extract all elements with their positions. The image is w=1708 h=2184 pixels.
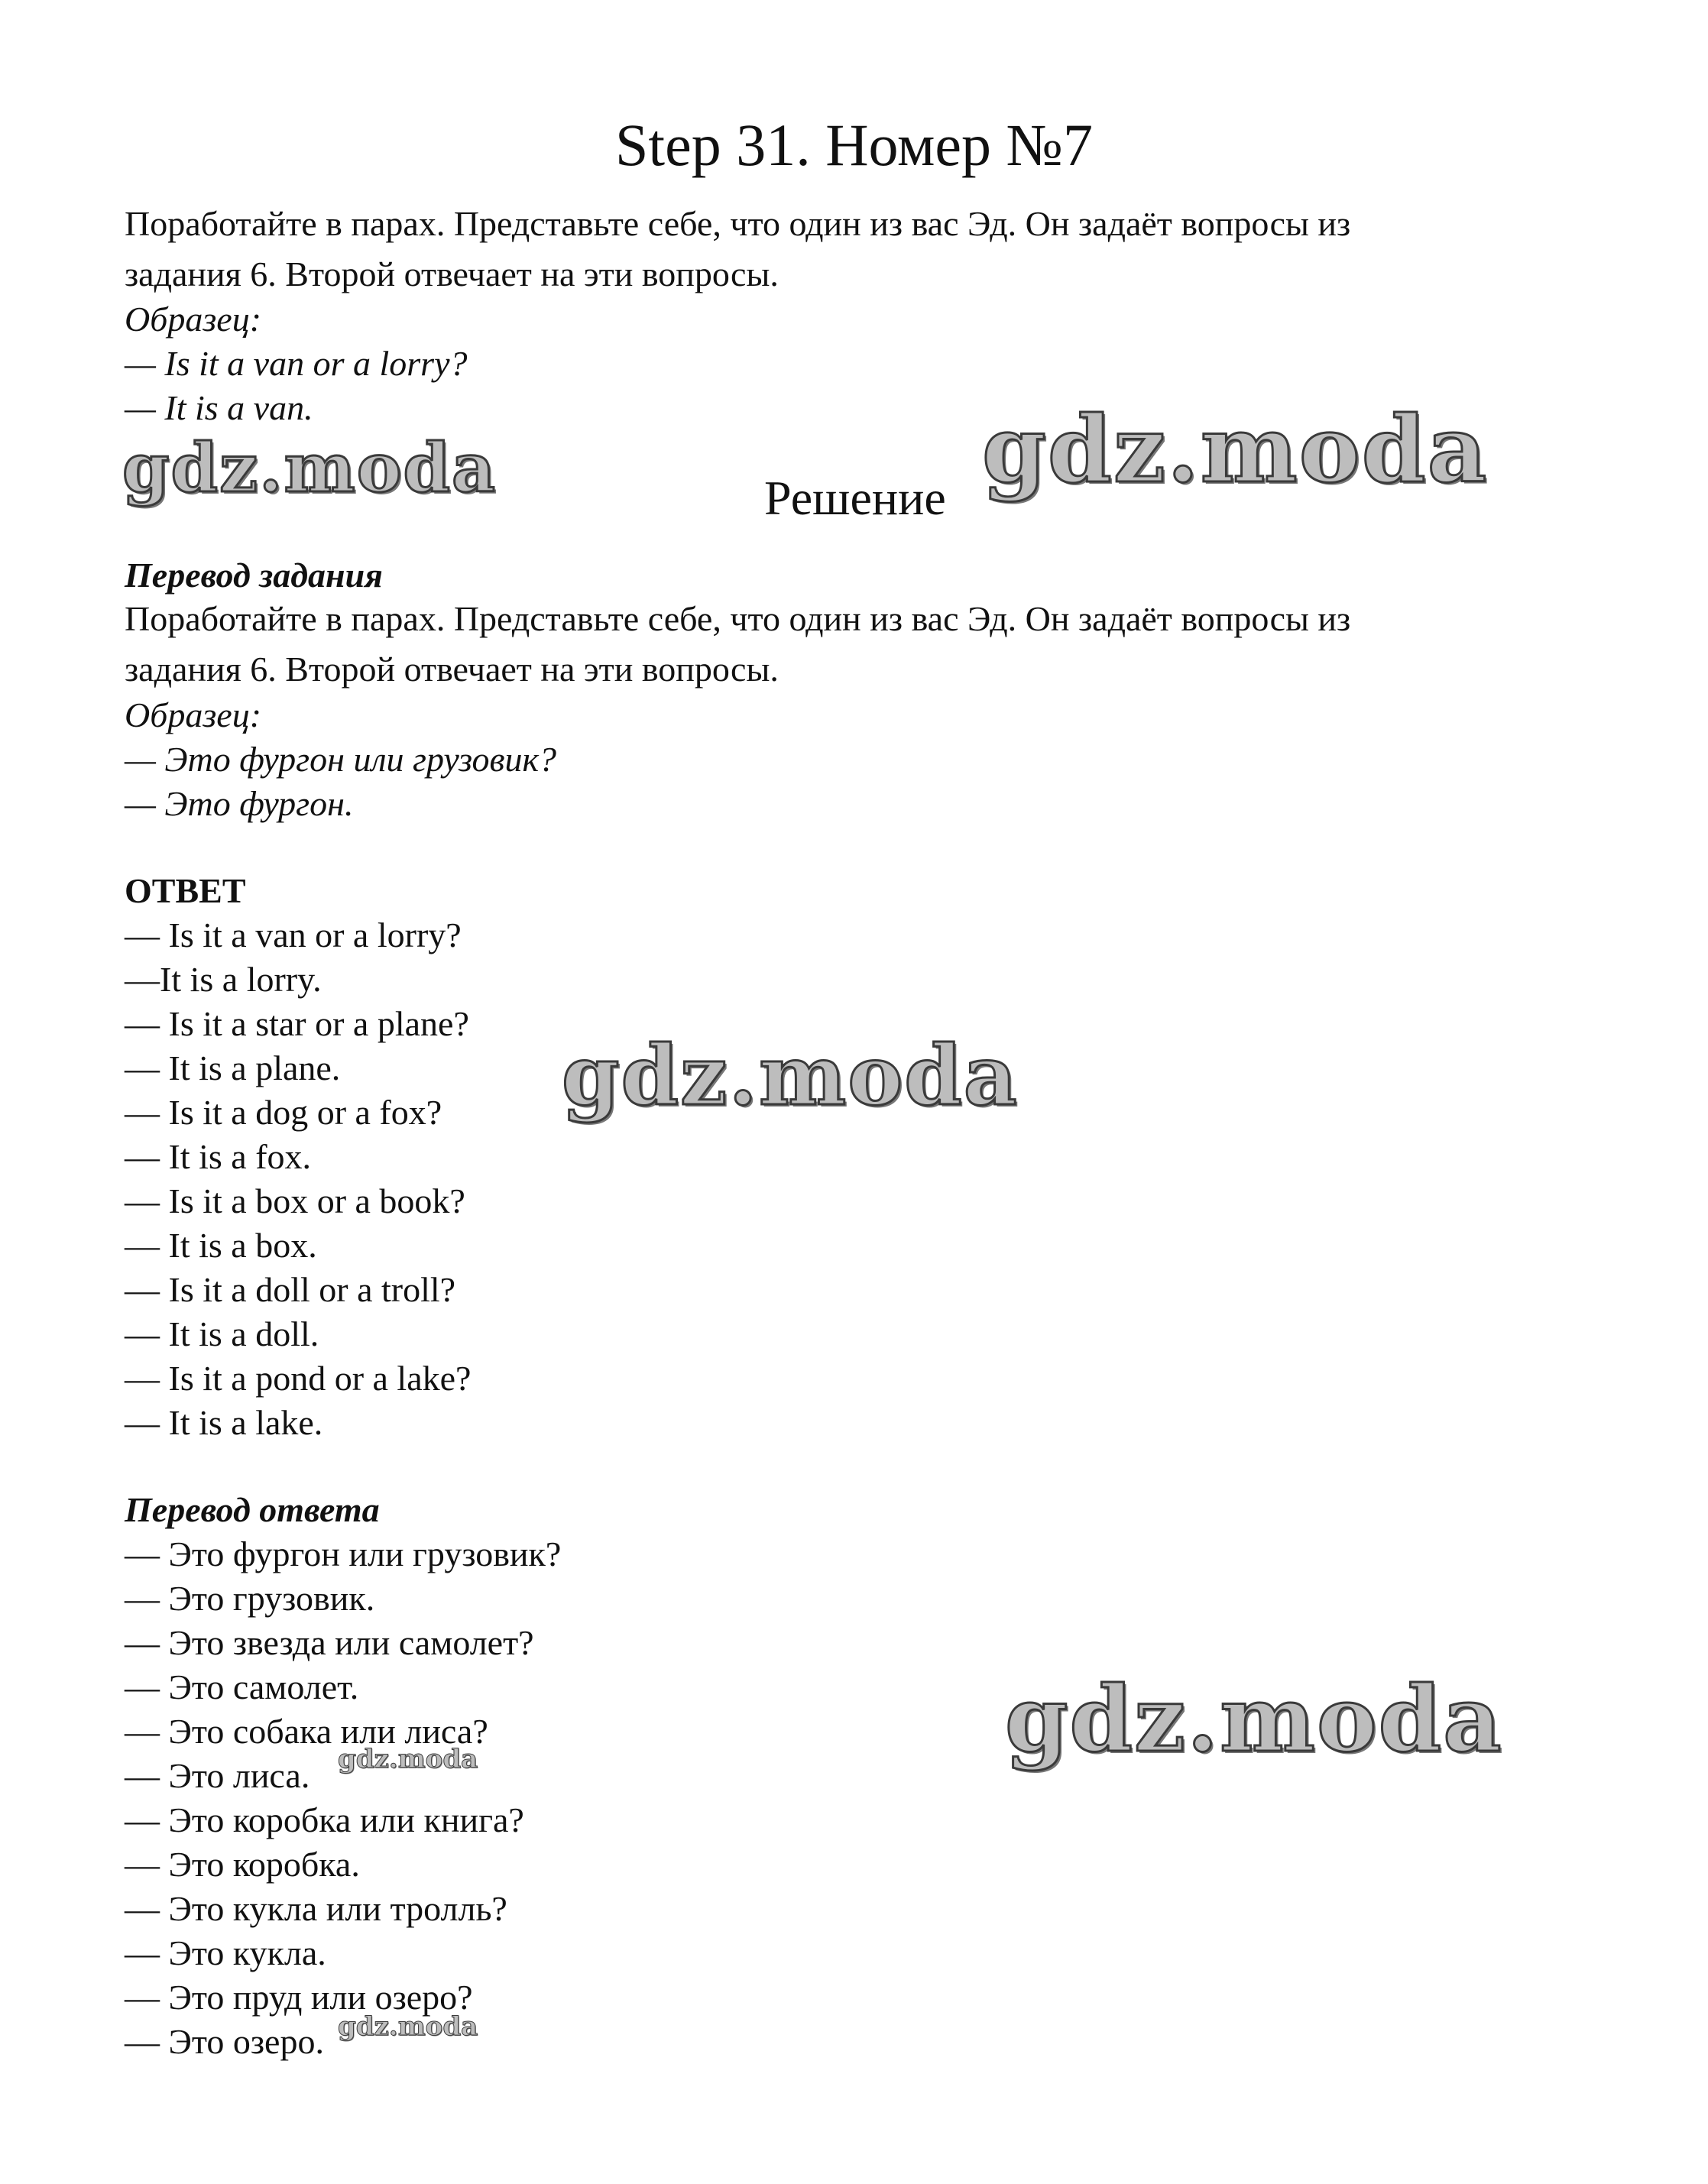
task-text-line2: задания 6. Второй отвечает на эти вопросы.	[125, 254, 779, 293]
answer-line: — It is a box.	[125, 1226, 317, 1265]
answer-line: — It is a lake.	[125, 1403, 323, 1442]
answer-line: — Is it a doll or a troll?	[125, 1270, 456, 1309]
task-text	[125, 199, 1561, 300]
translation-answer-line: — Это самолет.	[125, 1667, 359, 1706]
watermark: gdz.moda	[982, 396, 1489, 504]
watermark: gdz.moda	[338, 1744, 478, 1774]
translation-sample-label: Образец:	[125, 695, 262, 734]
translation-answer-line: — Это озеро.	[125, 2022, 324, 2061]
translation-task-text-line1: Поработайте в парах. Представьте себе, что один из вас Эд. Он задаёт вопросы из	[125, 599, 1351, 638]
answer-line: — Is it a dog or a fox?	[125, 1093, 442, 1132]
translation-answer-line: — Это грузовик.	[125, 1579, 375, 1618]
watermark: gdz.moda	[122, 428, 497, 507]
watermark: gdz.moda	[562, 1028, 1019, 1124]
answer-line: — Is it a pond or a lake?	[125, 1359, 472, 1398]
translation-answer-line: — Это собака или лиса?	[125, 1712, 488, 1751]
answer-heading: ОТВЕТ	[125, 871, 246, 910]
task-sample-line: — It is a van.	[125, 388, 313, 427]
answer-line: — It is a doll.	[125, 1314, 319, 1353]
translation-answer-line: — Это коробка.	[125, 1845, 360, 1884]
page-title: Step 31. Номер №7	[615, 112, 1093, 178]
answer-line: — Is it a van or a lorry?	[125, 915, 462, 954]
translation-answer-line: — Это пруд или озеро?	[125, 1978, 473, 2017]
translation-answer-line: — Это коробка или книга?	[125, 1800, 524, 1839]
watermark: gdz.moda	[1005, 1666, 1503, 1772]
translation-sample-line: — Это фургон.	[125, 784, 354, 823]
task-text-line1: Поработайте в парах. Представьте себе, что один из вас Эд. Он задаёт вопросы из	[125, 204, 1351, 243]
translation-task-heading: Перевод задания	[125, 556, 383, 595]
task-sample-line: — Is it a van or a lorry?	[125, 344, 468, 383]
translation-sample-line: — Это фургон или грузовик?	[125, 740, 556, 779]
translation-task-text-line2: задания 6. Второй отвечает на эти вопросы.	[125, 650, 779, 689]
translation-answer-line: — Это кукла или тролль?	[125, 1889, 507, 1928]
watermark: gdz.moda	[338, 2011, 478, 2042]
translation-answer-heading: Перевод ответа	[125, 1490, 380, 1529]
answer-line: — Is it a star or a plane?	[125, 1004, 469, 1043]
answer-line: — It is a fox.	[125, 1137, 312, 1176]
translation-task-text	[125, 594, 1561, 695]
translation-answer-line: — Это звезда или самолет?	[125, 1623, 534, 1662]
answer-line: —It is a lorry.	[125, 960, 322, 999]
task-sample-label: Образец:	[125, 300, 262, 339]
translation-answer-line: — Это лиса.	[125, 1756, 310, 1795]
translation-answer-line: — Это фургон или грузовик?	[125, 1534, 562, 1573]
answer-line: — Is it a box or a book?	[125, 1181, 465, 1220]
translation-answer-line: — Это кукла.	[125, 1933, 326, 1972]
answer-line: — It is a plane.	[125, 1048, 341, 1087]
solution-label: Решение	[764, 471, 946, 525]
